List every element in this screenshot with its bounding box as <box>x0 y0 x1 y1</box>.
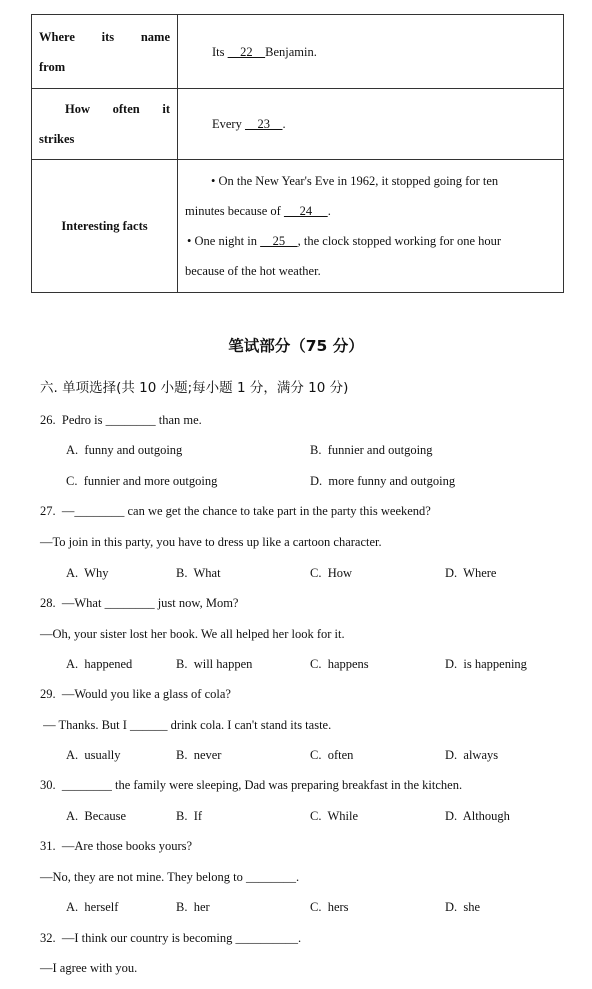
question-response: —I agree with you. <box>40 961 138 975</box>
option-b: B. her <box>176 900 210 914</box>
section-title: 笔试部分（75 分） <box>228 337 364 355</box>
option-a: A. herself <box>66 900 119 914</box>
question-stem: 30. ________ the family were sleeping, Dad was preparing breakfast in the kitchen. <box>40 778 463 792</box>
table-row <box>32 89 564 160</box>
option-c: C. often <box>310 748 354 762</box>
blank-25: 25 <box>260 234 298 248</box>
option-c: C. hers <box>310 900 349 914</box>
option-a: A. usually <box>66 748 121 762</box>
option-b: B. funnier and outgoing <box>310 443 433 457</box>
question-stem: 29. —Would you like a glass of cola? <box>40 687 231 701</box>
option-c: C. funnier and more outgoing <box>66 474 218 488</box>
option-a: A. Because <box>66 809 127 823</box>
question-response: — Thanks. But I ______ drink cola. I can't stand its taste. <box>40 718 332 732</box>
row-value <box>178 160 564 293</box>
question-stem: 27. —________ can we get the chance to take part in the party this weekend? <box>40 504 431 518</box>
option-d: D. Although <box>445 809 510 823</box>
question-stem: 28. —What ________ just now, Mom? <box>40 596 239 610</box>
question-response: —To join in this party, you have to dress up like a cartoon character. <box>40 535 382 549</box>
option-d: D. she <box>445 900 481 914</box>
option-c: C. happens <box>310 657 369 671</box>
question-stem: 32. —I think our country is becoming __________. <box>40 931 302 945</box>
section-subheading: 六. 单项选择(共 10 小题;每小题 1 分，满分 10 分) <box>40 380 349 396</box>
question-stem: 31. —Are those books yours? <box>40 839 193 853</box>
value-text: Benjamin. <box>265 44 317 59</box>
row-label-line: strikes <box>39 132 75 146</box>
table-row <box>32 15 564 89</box>
option-b: B. If <box>176 809 203 823</box>
fact-text: minutes because of <box>185 204 284 218</box>
option-d: D. always <box>445 748 499 762</box>
question-response: —Oh, your sister lost her book. We all helped her look for it. <box>40 627 345 641</box>
question-response: —No, they are not mine. They belong to ________. <box>40 870 300 884</box>
option-b: B. will happen <box>176 657 253 671</box>
option-a: A. Why <box>66 566 109 580</box>
question-stem: 26. Pedro is ________ than me. <box>40 413 202 427</box>
table-row <box>32 160 564 293</box>
row-label-line: Where its name <box>39 29 170 44</box>
row-label <box>32 89 178 160</box>
value-text: Every <box>212 117 245 131</box>
fact-text: , the clock stopped working for one hour <box>297 234 502 248</box>
option-d: D. more funny and outgoing <box>310 474 456 488</box>
option-d: D. is happening <box>445 657 527 671</box>
info-table <box>31 14 564 293</box>
blank-23: 23 <box>244 117 283 131</box>
fact-line: • On the New Year's Eve in 1962, it stopped going for ten <box>211 174 499 188</box>
fact-line: because of the hot weather. <box>185 264 321 278</box>
fact-text: . <box>327 204 331 218</box>
row-label-line: from <box>39 59 66 74</box>
option-b: B. never <box>176 748 222 762</box>
option-c: C. How <box>310 566 353 580</box>
option-c: C. While <box>310 809 359 823</box>
fact-line <box>185 196 556 226</box>
row-label-line: How often it <box>65 102 170 116</box>
option-a: A. happened <box>66 657 133 671</box>
option-a: A. funny and outgoing <box>66 443 183 457</box>
row-label <box>32 15 178 89</box>
row-label: Interesting facts <box>32 160 178 293</box>
fact-text: • One night in <box>187 234 261 248</box>
option-b: B. What <box>176 566 221 580</box>
value-text: Its <box>212 44 228 59</box>
blank-22: 22 <box>227 44 266 59</box>
row-value <box>178 89 564 160</box>
row-value <box>178 15 564 89</box>
value-text: . <box>282 117 286 131</box>
option-d: D. Where <box>445 566 497 580</box>
fact-line <box>185 226 556 256</box>
blank-24: 24 <box>283 204 328 218</box>
